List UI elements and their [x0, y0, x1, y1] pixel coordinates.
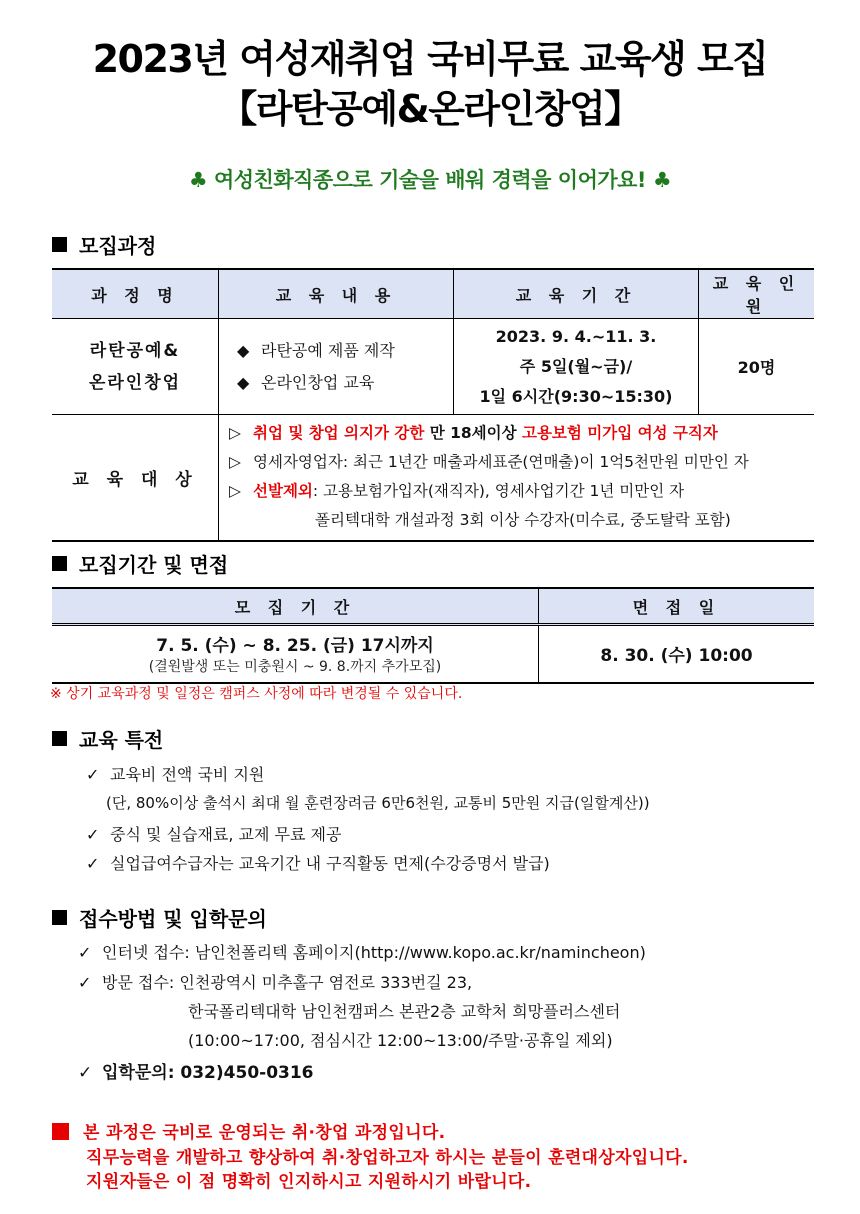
- period-line: 1일 6시간(9:30~15:30): [479, 386, 673, 406]
- table-header-row: [52, 269, 814, 319]
- table-row: [52, 415, 814, 541]
- closing-line: 직무능력을 개발하고 향상하여 취·창업하고자 하시는 분들이 훈련대상자입니다.: [86, 1148, 689, 1168]
- column-header: 면 접 일: [539, 588, 815, 625]
- triangle-bullet-icon: ▷: [229, 424, 241, 443]
- triangle-bullet-icon: ▷: [229, 453, 241, 472]
- period-line: 주 5일(월~금)/: [519, 356, 633, 376]
- section-heading-text: 모집기간 및 면접: [79, 553, 229, 577]
- section-heading-text: 모집과정: [79, 234, 157, 258]
- list-item: ◆ 라탄공예 제품 제작: [237, 335, 452, 367]
- list-item: ✓ 방문 접수: 인천광역시 미추홀구 염전로 333번길 23,: [78, 973, 473, 992]
- column-header: 과 정 명: [52, 269, 219, 319]
- list-item: ✓ 인터넷 접수: 남인천폴리텍 홈페이지(http://www.kopo.ac.kr/namincheon): [78, 943, 646, 962]
- closing-line: 본 과정은 국비로 운영되는 취·창업 과정입니다.: [52, 1118, 445, 1143]
- red-square-icon: [52, 1123, 69, 1140]
- list-item: ▷ 취업 및 창업 의지가 강한 만 18세이상 고용보험 미가입 여성 구직자: [229, 419, 813, 448]
- list-item: [78, 1058, 314, 1083]
- page-subtitle-course: 【라탄공예&온라인창업】: [219, 87, 641, 131]
- target-label-cell: 교 육 대 상: [52, 415, 219, 541]
- check-icon: ✓: [78, 1063, 93, 1083]
- list-item-continuation: (10:00~17:00, 점심시간 12:00~13:00/주말·공휴일 제외): [188, 1031, 613, 1050]
- list-item: ✓ 실업급여수급자는 교육기간 내 구직활동 면제(수강증명서 발급): [86, 854, 550, 873]
- section-heading-course: [52, 230, 156, 259]
- course-period-cell: [454, 319, 699, 415]
- period-line: 2023. 9. 4.~11. 3.: [495, 326, 657, 346]
- list-item: ▷ 선발제외: 고용보험가입자(재직자), 영세사업기간 1년 미만인 자: [229, 477, 813, 506]
- course-name-cell: [52, 319, 219, 415]
- list-item: ✓ 교육비 전액 국비 지원: [86, 765, 265, 784]
- target-cell: [219, 415, 815, 541]
- course-name-line: 라탄공예&: [89, 340, 181, 361]
- recruit-period-note: (결원발생 또는 미충원시 ~ 9. 8.까지 추가모집): [148, 659, 442, 676]
- course-content-cell: [219, 319, 454, 415]
- section-heading-recruit: [52, 549, 228, 578]
- table-header-row: [52, 588, 814, 625]
- course-name-line: 온라인창업: [88, 372, 182, 393]
- closing-line: 지원자들은 이 점 명확히 인지하시고 지원하시기 바랍니다.: [86, 1172, 532, 1192]
- table-row: [52, 319, 814, 415]
- section-heading-text: 접수방법 및 입학문의: [79, 907, 267, 931]
- diamond-bullet-icon: ◆: [237, 372, 250, 392]
- column-header: 교 육 기 간: [454, 269, 699, 319]
- table-row: [52, 625, 814, 683]
- recruit-period: 7. 5. (수) ~ 8. 25. (금) 17시까지: [156, 636, 434, 657]
- diamond-bullet-icon: ◆: [237, 340, 250, 360]
- list-item-continuation: (단, 80%이상 출석시 최대 월 훈련장려금 6만6천원, 교통비 5만원 지급(일할계산)): [106, 794, 650, 812]
- triangle-bullet-icon: ▷: [229, 482, 241, 501]
- check-icon: ✓: [86, 854, 100, 873]
- course-table: [52, 268, 814, 542]
- column-header: 교 육 내 용: [219, 269, 454, 319]
- list-item-continuation: 한국폴리텍대학 남인천캠퍼스 본관2층 교학처 희망플러스센터: [188, 1002, 621, 1021]
- check-icon: ✓: [86, 825, 100, 844]
- slogan: ♣ 여성친화직종으로 기술을 배워 경력을 이어가요! ♣: [188, 168, 672, 192]
- recruit-period-cell: [52, 625, 539, 683]
- column-header: 모 집 기 간: [52, 588, 539, 625]
- recruit-table: [52, 587, 814, 684]
- check-icon: ✓: [78, 943, 92, 962]
- section-heading-text: 교육 특전: [79, 728, 164, 752]
- list-item: ▷ 영세자영업자: 최근 1년간 매출과세표준(연매출)이 1억5천만원 미만인 자: [229, 448, 813, 477]
- column-header: 교 육 인 원: [699, 269, 815, 319]
- list-item: ◆ 온라인창업 교육: [237, 367, 452, 399]
- inquiry-phone: 입학문의: 032)450-0316: [102, 1063, 314, 1083]
- schedule-note: ※ 상기 교육과정 및 일정은 캠퍼스 사정에 따라 변경될 수 있습니다.: [50, 686, 463, 702]
- list-item: ✓ 중식 및 실습재료, 교제 무료 제공: [86, 825, 342, 844]
- square-icon: [52, 731, 67, 746]
- page-title: 2023년 여성재취업 국비무료 교육생 모집: [92, 37, 768, 81]
- square-icon: [52, 237, 67, 252]
- square-icon: [52, 910, 67, 925]
- check-icon: ✓: [78, 973, 92, 992]
- square-icon: [52, 556, 67, 571]
- section-heading-apply: [52, 903, 267, 932]
- check-icon: ✓: [86, 765, 100, 784]
- section-heading-benefits: [52, 724, 163, 753]
- list-item-continuation: 폴리텍대학 개설과정 3회 이상 수강자(미수료, 중도탈락 포함): [315, 511, 731, 530]
- headcount-cell: 20명: [699, 319, 815, 415]
- interview-date: 8. 30. (수) 10:00: [539, 625, 815, 683]
